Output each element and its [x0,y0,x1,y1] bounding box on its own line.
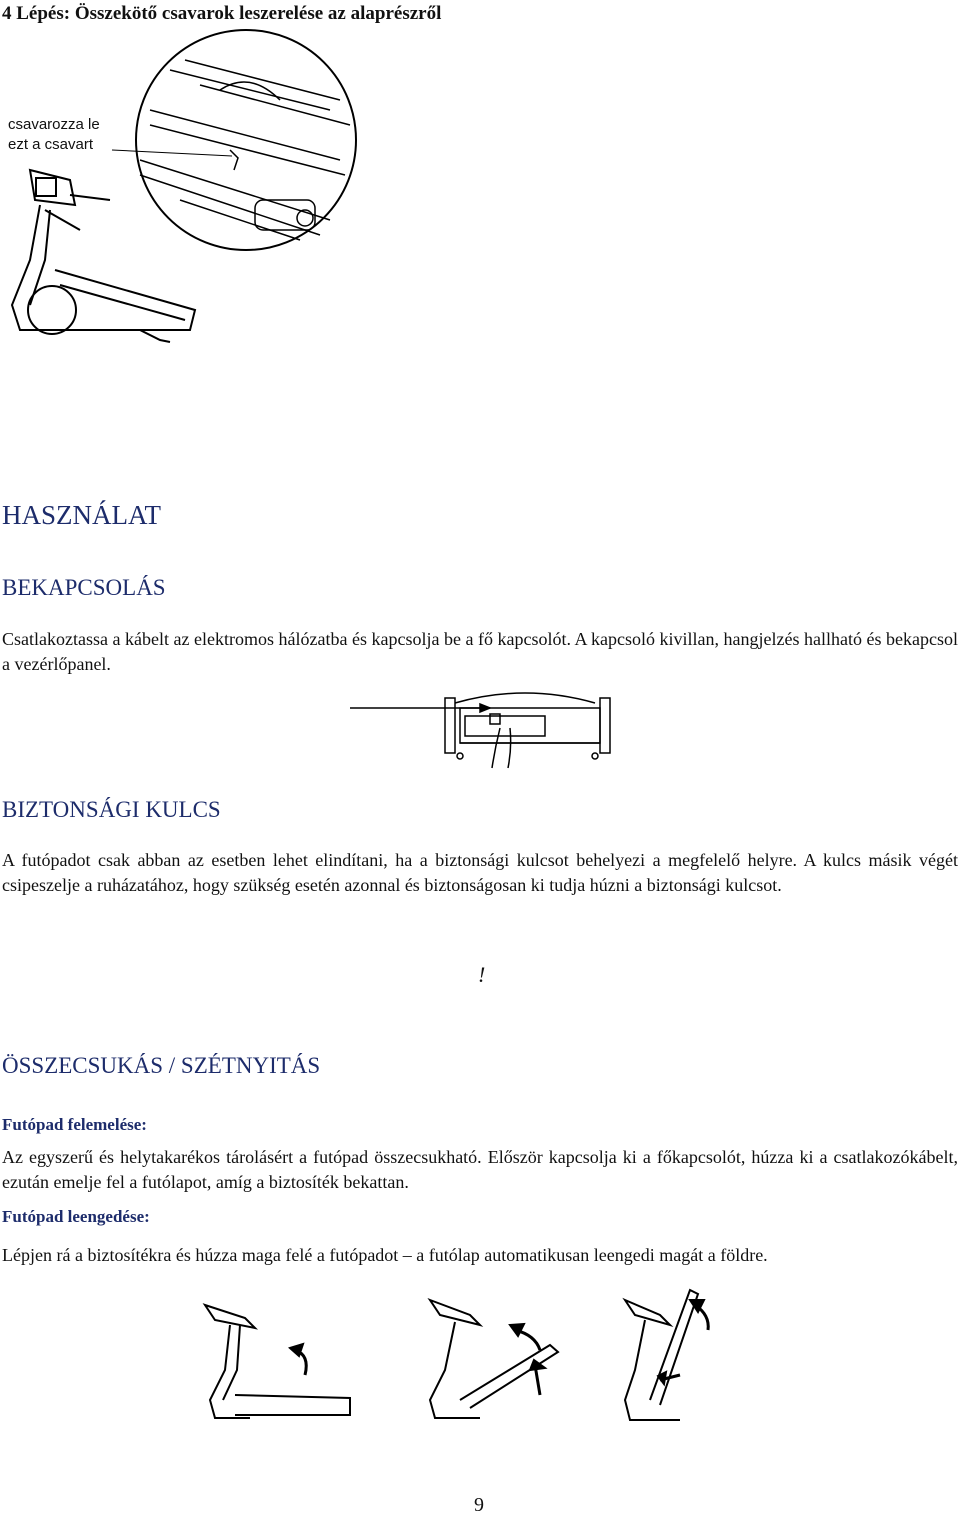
lower-text: Lépjen rá a biztosítékra és húzza maga felé a futópadot – a futólap automatikusan leengedi magát a földre. [2,1245,768,1265]
folding-step-1-illustration [175,1290,355,1430]
lift-text: Az egyszerű és helytakarékos tárolásért a futópad összecsukható. Először kapcsolja ki a főkapcsolót, húzza ki a csatlakozókábelt, ezután emelje fel a futólapot, amíg a biztosíték bekattan. [2,1147,958,1192]
page-number: 9 [474,1494,484,1516]
folding-step-3-illustration [600,1280,780,1430]
lower-heading: Futópad leengedése: [2,1207,150,1226]
power-on-heading: BEKAPCSOLÁS [2,575,166,600]
lift-heading: Futópad felemelése: [2,1115,147,1134]
exclamation-mark: ! [478,962,486,987]
folding-step-2-illustration [400,1290,580,1430]
usage-heading: HASZNÁLAT [2,500,161,530]
power-on-text: Csatlakoztassa a kábelt az elektromos hálózatba és kapcsolja be a fő kapcsolót. A kapcsoló kivillan, hangjelzés hallható és bekapcsol a vezérlőpanel. [2,629,958,674]
callout-label [8,115,100,155]
callout-line-2: ezt a csavart [8,136,94,153]
folding-heading: ÖSSZECSUKÁS / SZÉTNYITÁS [2,1053,321,1078]
step-title: 4 Lépés: Összekötő csavarok leszerelése az alaprészről [2,3,442,24]
safety-key-heading: BIZTONSÁGI KULCS [2,797,221,822]
safety-key-text: A futópadot csak abban az esetben lehet elindítani, ha a biztonsági kulcsot behelyezi a megfelelő helyre. A kulcs másik végét csipeszelje a ruházatához, hogy szükség esetén azonnal és biztonságosan ki tudja húzni a biztonsági kulcsot. [2,850,958,895]
treadmill-detail-illustration [0,30,360,390]
callout-line-1: csavarozza le [8,116,100,133]
power-switch-illustration [350,688,620,768]
